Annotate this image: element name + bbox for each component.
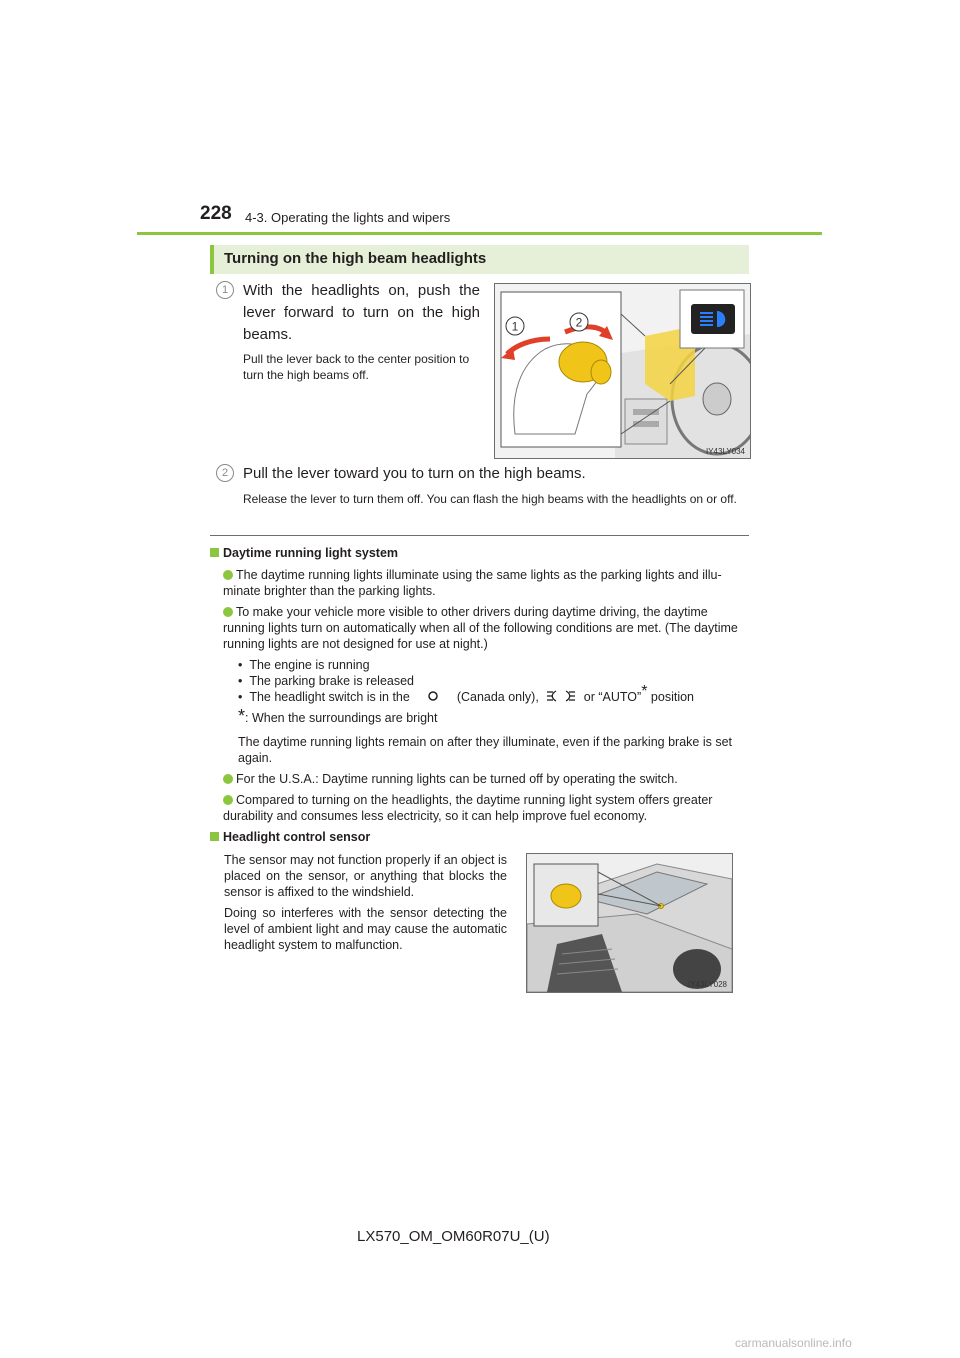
- drl-remain-text: The daytime running lights remain on after they illuminate, even if the parking brake is set again.: [238, 735, 733, 765]
- drl-condition-1-text: The engine is running: [249, 658, 370, 672]
- drl-switch-star: *: [641, 682, 648, 700]
- parking-light-icon: [542, 689, 580, 705]
- header-rule: [137, 232, 822, 235]
- step-2-text: Pull the lever toward you to turn on the high beams.: [243, 465, 586, 482]
- drl-switch-prefix: The headlight switch is in the: [249, 690, 410, 704]
- figure1-callout-1: 1: [511, 319, 519, 334]
- step-2-note: Release the lever to turn them off. You can flash the high beams with the headlights on or off.: [243, 492, 737, 506]
- drl-condition-2-text: The parking brake is released: [249, 674, 415, 688]
- section-divider: [210, 535, 749, 536]
- section-title-bar: [210, 245, 749, 274]
- document-id: LX570_OM_OM60R07U_(U): [357, 1228, 550, 1245]
- drl-condition-3: • The headlight switch is in the (Canada only), or “AUTO”* position: [238, 682, 695, 704]
- step-1-note: Pull the lever back to the center position to turn the high beams off.: [243, 352, 470, 382]
- drl-bullet-4-text: Compared to turning on the headlights, the daytime running light system offers greater durability and consumes less electricity, so it can help improve fuel economy.: [223, 793, 713, 823]
- drl-bullet-2: [223, 604, 750, 652]
- drl-footnote: [238, 706, 438, 726]
- footnote-mark: *: [238, 706, 246, 726]
- sensor-heading: [210, 829, 370, 845]
- step-number-1: 1: [216, 281, 234, 299]
- sensor-para-1: The sensor may not function properly if an object is placed on the sensor, or anything that blocks the sensor is affixed to the windshield.: [224, 853, 507, 899]
- bullet-icon: [223, 795, 233, 805]
- drl-bullet-2-text: To make your vehicle more visible to other drivers during daytime driving, the daytime running lights turn on automatically when all of the following conditions are met. (The daytime running lights are not designed for use at night.): [223, 605, 738, 651]
- page-number: 228: [200, 203, 232, 224]
- footnote-text: : When the surroundings are bright: [245, 711, 438, 725]
- high-beam-lever-illustration: [494, 283, 751, 459]
- square-marker: [210, 832, 219, 841]
- drl-bullet-3: [223, 771, 750, 787]
- drl-condition-1: • The engine is running: [238, 658, 370, 672]
- drl-condition-2: • The parking brake is released: [238, 674, 415, 688]
- drl-heading: [210, 545, 398, 561]
- drl-bullet-1: [223, 567, 750, 599]
- headlight-sensor-illustration: [526, 853, 733, 993]
- section-title: Turning on the high beam headlights: [224, 250, 487, 267]
- sensor-para-2: Doing so interferes with the sensor detecting the level of ambient light and may cause the automatic headlight system to malfunction.: [224, 906, 507, 952]
- drl-switch-auto: or “AUTO”: [583, 690, 642, 704]
- step-1-text: With the headlights on, push the lever forward to turn on the high beams.: [243, 282, 480, 343]
- drl-bullet-4: [223, 792, 750, 824]
- figure1-code: IY43LY034: [706, 447, 745, 456]
- drl-heading-text: Daytime running light system: [223, 546, 399, 560]
- drl-switch-canada: (Canada only),: [456, 690, 539, 704]
- figure1-callout-2: 2: [575, 315, 583, 330]
- step-number-2: 2: [216, 464, 234, 482]
- section-label: 4-3. Operating the lights and wipers: [245, 210, 451, 225]
- sensor-heading-text: Headlight control sensor: [223, 830, 371, 844]
- watermark: carmanualsonline.info: [735, 1336, 852, 1350]
- drl-bullet-3-text: For the U.S.A.: Daytime running lights can be turned off by operating the switch.: [236, 772, 678, 786]
- parking-light-off-icon: [413, 689, 453, 705]
- square-marker: [210, 548, 219, 557]
- figure2-code: IY43LY028: [688, 980, 727, 989]
- drl-bullet-1-text: The daytime running lights illuminate using the same lights as the parking lights and illu-minate brighter than the parking lights.: [223, 568, 722, 598]
- bullet-icon: [223, 774, 233, 784]
- drl-switch-suffix: position: [650, 690, 695, 704]
- bullet-icon: [223, 607, 233, 617]
- bullet-icon: [223, 570, 233, 580]
